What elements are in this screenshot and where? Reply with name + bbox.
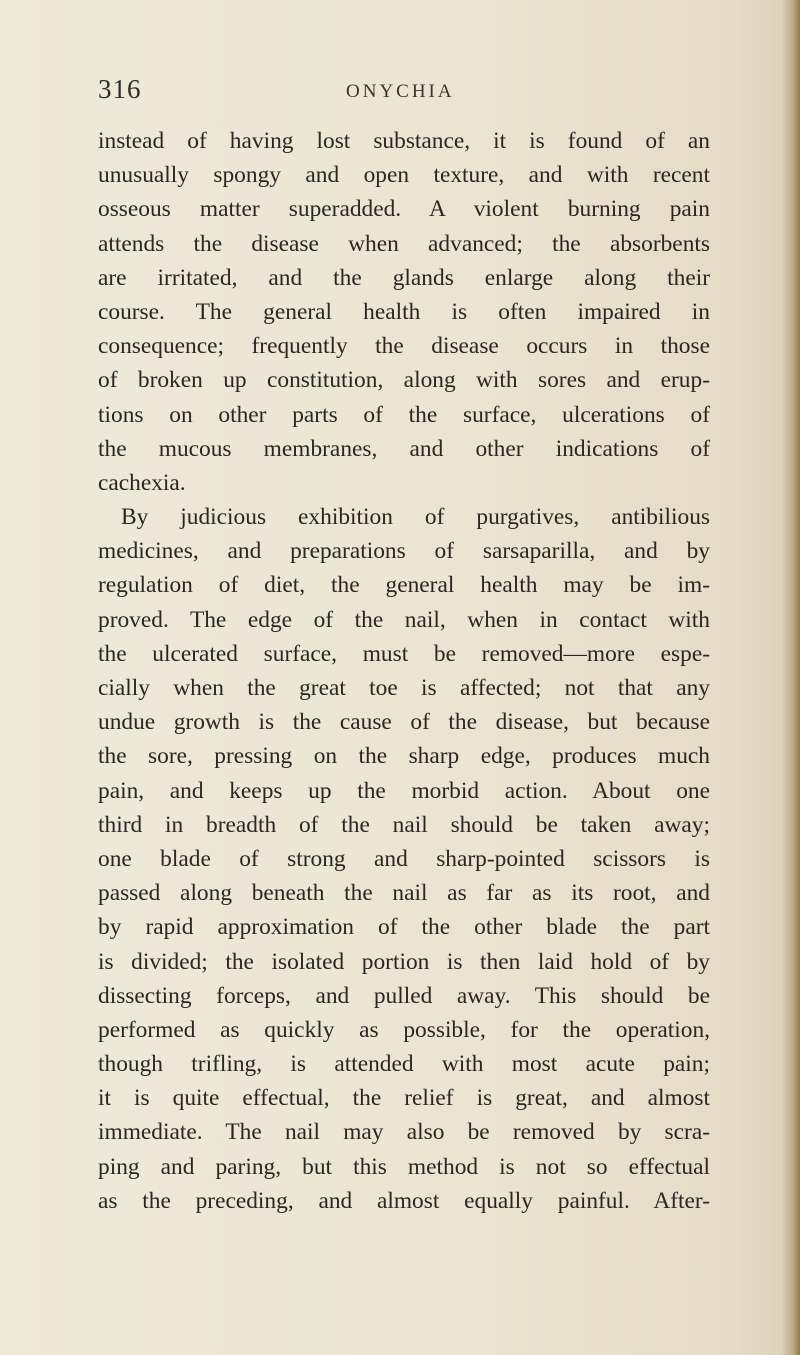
text-line: medicines, and preparations of sarsaparilla, and by (98, 538, 710, 565)
text-line: performed as quickly as possible, for the operation, (98, 1016, 710, 1043)
text-line: the ulcerated surface, must be removed—more espe- (98, 640, 710, 667)
text-line: it is quite effectual, the relief is great, and almost (98, 1085, 710, 1112)
text-line: proved. The edge of the nail, when in contact with (98, 606, 710, 633)
text-line: tions on other parts of the surface, ulcerations of (98, 401, 710, 428)
body-text (98, 124, 710, 1218)
text-line: unusually spongy and open texture, and with recent (98, 162, 710, 189)
text-line: dissecting forceps, and pulled away. This should be (98, 982, 710, 1009)
text-line: passed along beneath the nail as far as its root, and (98, 880, 710, 907)
page-number: 316 (98, 74, 142, 104)
text-line: osseous matter superadded. A violent burning pain (98, 196, 710, 223)
text-line: regulation of diet, the general health may be im- (98, 572, 710, 599)
text-line: ping and paring, but this method is not so effectual (98, 1153, 710, 1180)
text-line: course. The general health is often impaired in (98, 298, 710, 325)
text-line: instead of having lost substance, it is found of an (98, 128, 710, 154)
text-line: are irritated, and the glands enlarge along their (98, 264, 710, 291)
text-line: third in breadth of the nail should be taken away; (98, 811, 710, 838)
page-header (98, 74, 710, 114)
text-line: cachexia. (98, 469, 186, 496)
text-line: one blade of strong and sharp-pointed scissors is (98, 845, 710, 872)
text-line: though trifling, is attended with most acute pain; (98, 1051, 710, 1078)
text-line: of broken up constitution, along with sores and erup- (98, 367, 710, 394)
text-line: by rapid approximation of the other blade the part (98, 914, 710, 941)
text-line: attends the disease when advanced; the absorbents (98, 230, 710, 257)
text-line: as the preceding, and almost equally painful. After- (98, 1187, 710, 1214)
text-line: consequence; frequently the disease occurs in those (98, 333, 710, 360)
running-head: ONYCHIA (346, 81, 455, 102)
text-line: undue growth is the cause of the disease, but because (98, 709, 710, 736)
text-line: the mucous membranes, and other indications of (98, 435, 710, 462)
page-edge-shadow (782, 0, 800, 1355)
text-line: immediate. The nail may also be removed by scra- (98, 1119, 710, 1146)
text-line: the sore, pressing on the sharp edge, produces much (98, 743, 710, 770)
text-line: pain, and keeps up the morbid action. About one (98, 777, 710, 804)
paragraph-start-line: By judicious exhibition of purgatives, antibilious (121, 504, 710, 531)
text-line: is divided; the isolated portion is then laid hold of by (98, 948, 710, 975)
text-line: cially when the great toe is affected; not that any (98, 675, 710, 701)
